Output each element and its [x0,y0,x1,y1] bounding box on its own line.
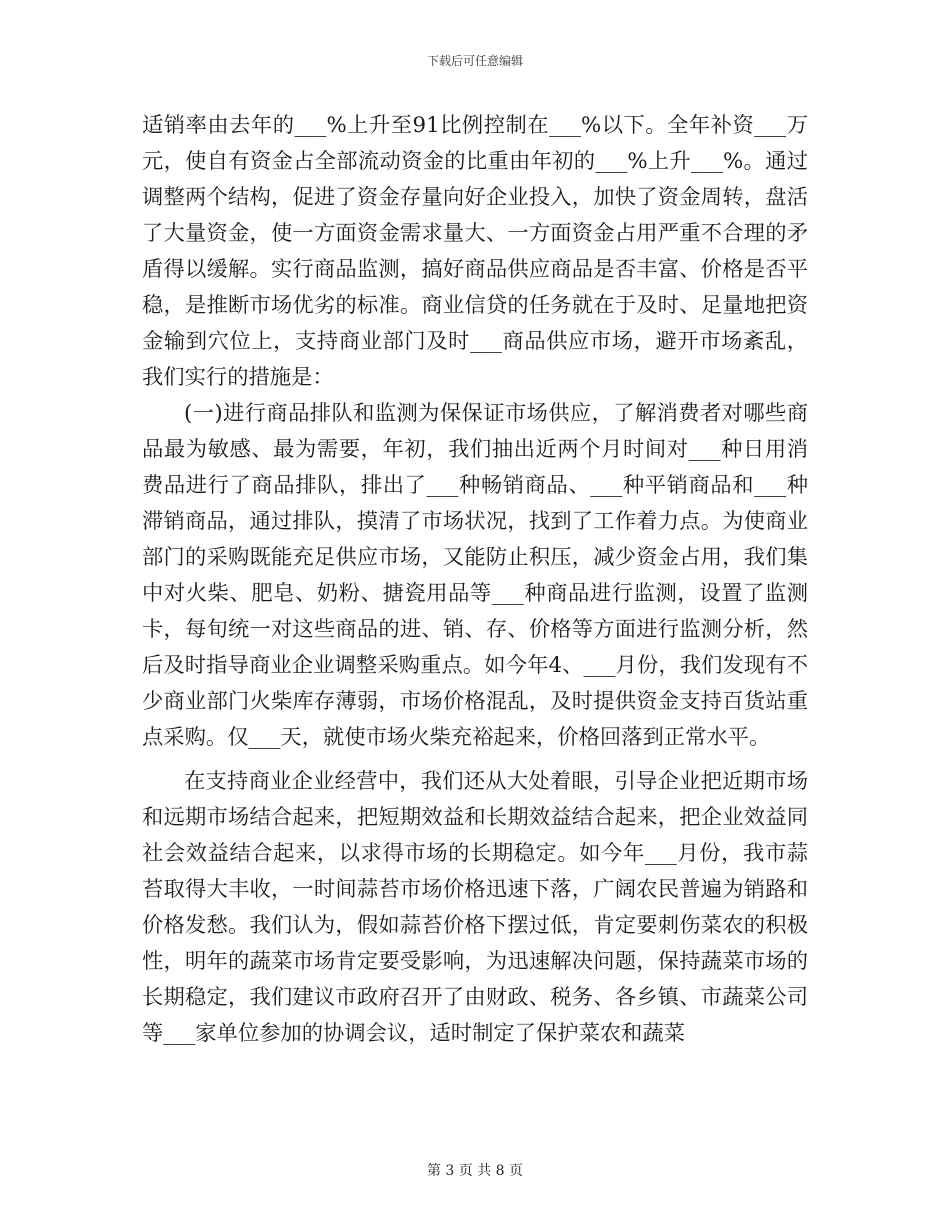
document-body [142,108,808,1052]
page-number: 第 3 页 共 8 页 [426,1163,524,1179]
page-header: 下载后可任意编辑 [426,54,523,68]
paragraph-business-support: 在支持商业企业经营中，我们还从大处着眼，引导企业把近期市场和远期市场结合起来，把短期效益和长期效益结合起来，把企业效益同社会效益结合起来，以求得市场的长期稳定。如今年___月份，我市蒜苔取得大丰收，一时间蒜苔市场价格迅速下落，广阔农民普遍为销路和价格发愁。我们认为，假如蒜苔价格下摆过低，肯定要刺伤菜农的积极性，明年的蔬菜市场肯定要受影响，为迅速解决问题，保持蔬菜市场的长期稳定，我们建议市政府召开了由财政、税务、各乡镇、市蔬菜公司等___家单位参加的协调会议，适时制定了保护菜农和蔬菜 [142,769,808,1046]
paragraph-continued: 适销率由去年的___%上升至91比例控制在___%以下。全年补资___万元，使自有资金占全部流动资金的比重由年初的___%上升___%。通过调整两个结构，促进了资金存量向好企业投入，加快了资金周转，盘活了大量资金，使一方面资金需求量大、一方面资金占用严重不合理的矛盾得以缓解。实行商品监测，搞好商品供应商品是否丰富、价格是否平稳，是推断市场优劣的标准。商业信贷的任务就在于及时、足量地把资金输到穴位上，支持商业部门及时___商品供应市场，避开市场紊乱，我们实行的措施是： [142,113,808,390]
paragraph-section-one: (一)进行商品排队和监测为保保证市场供应，了解消费者对哪些商品最为敏感、最为需要，年初，我们抽出近两个月时间对___种日用消费品进行了商品排队，排出了___种畅销商品、___种平销商品和___种滞销商品，通过排队，摸清了市场状况，找到了工作着力点。为使商业部门的采购既能充足供应市场，又能防止积压，减少资金占用，我们集中对火柴、肥皂、奶粉、搪瓷用品等___种商品进行监测，设置了监测卡，每旬统一对这些商品的进、销、存、价格等方面进行监测分析，然后及时指导商业企业调整采购重点。如今年4、___月份，我们发现有不少商业部门火柴库存薄弱，市场价格混乱，及时提供资金支持百货站重点采购。仅___天，就使市场火柴充裕起来，价格回落到正常水平。 [142,401,808,750]
